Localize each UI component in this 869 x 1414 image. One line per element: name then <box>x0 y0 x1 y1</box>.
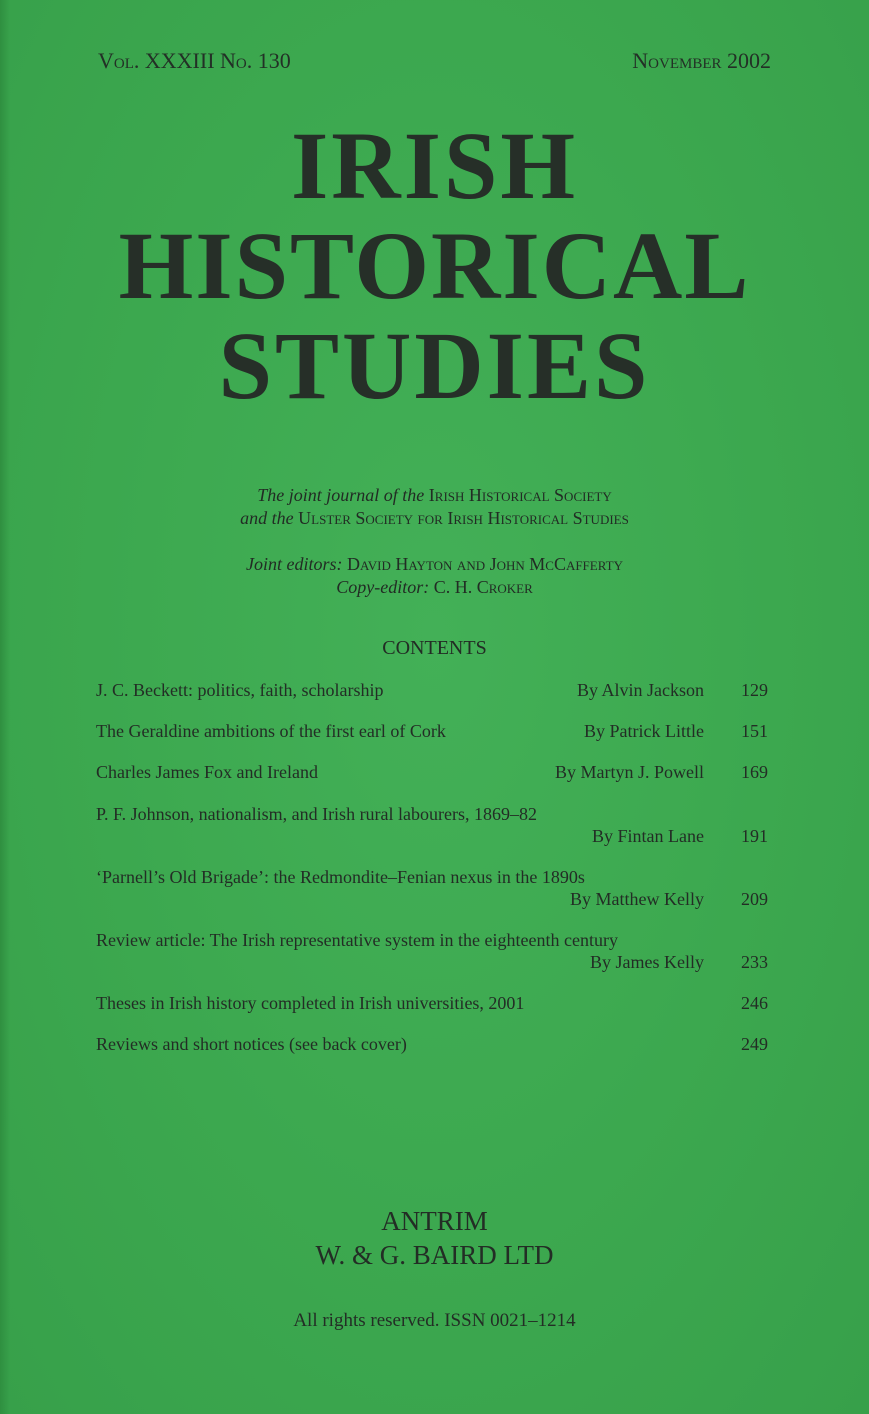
toc-entry <box>96 804 768 850</box>
toc-entry <box>96 867 768 913</box>
toc-entry <box>96 762 768 786</box>
contents-heading: CONTENTS <box>382 637 487 659</box>
editors-block <box>0 553 869 599</box>
copy-editor-label: Copy-editor: <box>336 577 430 597</box>
toc-entry-page: 249 <box>741 1034 768 1054</box>
journal-title-line-1: IRISH <box>290 112 579 219</box>
toc-entry-title: The Geraldine ambitions of the first earl of Cork <box>96 721 446 741</box>
toc-entry-author: By Alvin Jackson <box>576 680 704 700</box>
toc-entry-title: ‘Parnell’s Old Brigade’: the Redmondite–Fenian nexus in the 1890s <box>96 867 585 887</box>
journal-title-line-3: STUDIES <box>218 312 651 419</box>
toc-entry-page: 191 <box>741 826 768 846</box>
toc-entry <box>96 993 768 1017</box>
publisher-place: ANTRIM <box>381 1206 488 1236</box>
toc-entry <box>96 680 768 704</box>
joint-editors-names: David Hayton and John McCafferty <box>347 554 623 574</box>
publisher-block <box>0 1204 869 1272</box>
toc-entry-title: Charles James Fox and Ireland <box>96 762 318 782</box>
toc-entry-title: Reviews and short notices (see back cover) <box>96 1034 407 1054</box>
joint-editors-line <box>0 553 869 576</box>
toc-entry-title: J. C. Beckett: politics, faith, scholarship <box>96 680 384 700</box>
toc-entry-page: 209 <box>741 889 768 909</box>
joint-editors-label: Joint editors: <box>246 554 343 574</box>
subtitle-society-1: Irish Historical Society <box>428 485 612 505</box>
toc-entry-author: By James Kelly <box>590 952 704 972</box>
toc-entry-title: Theses in Irish history completed in Irish universities, 2001 <box>96 993 525 1013</box>
rights-issn: All rights reserved. ISSN 0021–1214 <box>293 1310 576 1331</box>
publisher-name: W. & G. BAIRD LTD <box>315 1240 554 1270</box>
volume-number: Vol. XXXIII No. 130 <box>98 48 291 73</box>
subtitle-line-2-italic: and the <box>240 508 294 528</box>
toc-entry-title: P. F. Johnson, nationalism, and Irish rural labourers, 1869–82 <box>96 804 538 824</box>
toc-entry-page: 129 <box>741 680 768 700</box>
toc-entry <box>96 930 768 976</box>
toc-entry-page: 151 <box>741 721 768 741</box>
toc-entry <box>96 721 768 745</box>
subtitle-line-1-italic: The joint journal of the <box>257 485 425 505</box>
copy-editor-line <box>0 576 869 599</box>
toc-entry-page: 233 <box>741 952 768 972</box>
toc-entry <box>96 1034 768 1058</box>
issue-header <box>98 48 771 80</box>
copy-editor-name: C. H. Croker <box>433 577 533 597</box>
journal-title-line-2: HISTORICAL <box>118 212 751 319</box>
toc-entry-page: 169 <box>741 762 768 782</box>
toc-entry-author: By Fintan Lane <box>592 826 704 846</box>
subtitle-line-1 <box>0 484 869 507</box>
toc-entry-author: By Matthew Kelly <box>570 889 704 909</box>
subtitle-line-2 <box>0 507 869 530</box>
toc-entry-author: By Patrick Little <box>584 721 704 741</box>
journal-subtitle <box>0 484 869 530</box>
toc-entry-page: 246 <box>741 993 768 1013</box>
issue-date: November 2002 <box>632 48 771 73</box>
toc-entry-title: Review article: The Irish representative system in the eighteenth century <box>96 930 618 950</box>
subtitle-society-2: Ulster Society for Irish Historical Studies <box>298 508 629 528</box>
toc-entry-author: By Martyn J. Powell <box>554 762 704 782</box>
